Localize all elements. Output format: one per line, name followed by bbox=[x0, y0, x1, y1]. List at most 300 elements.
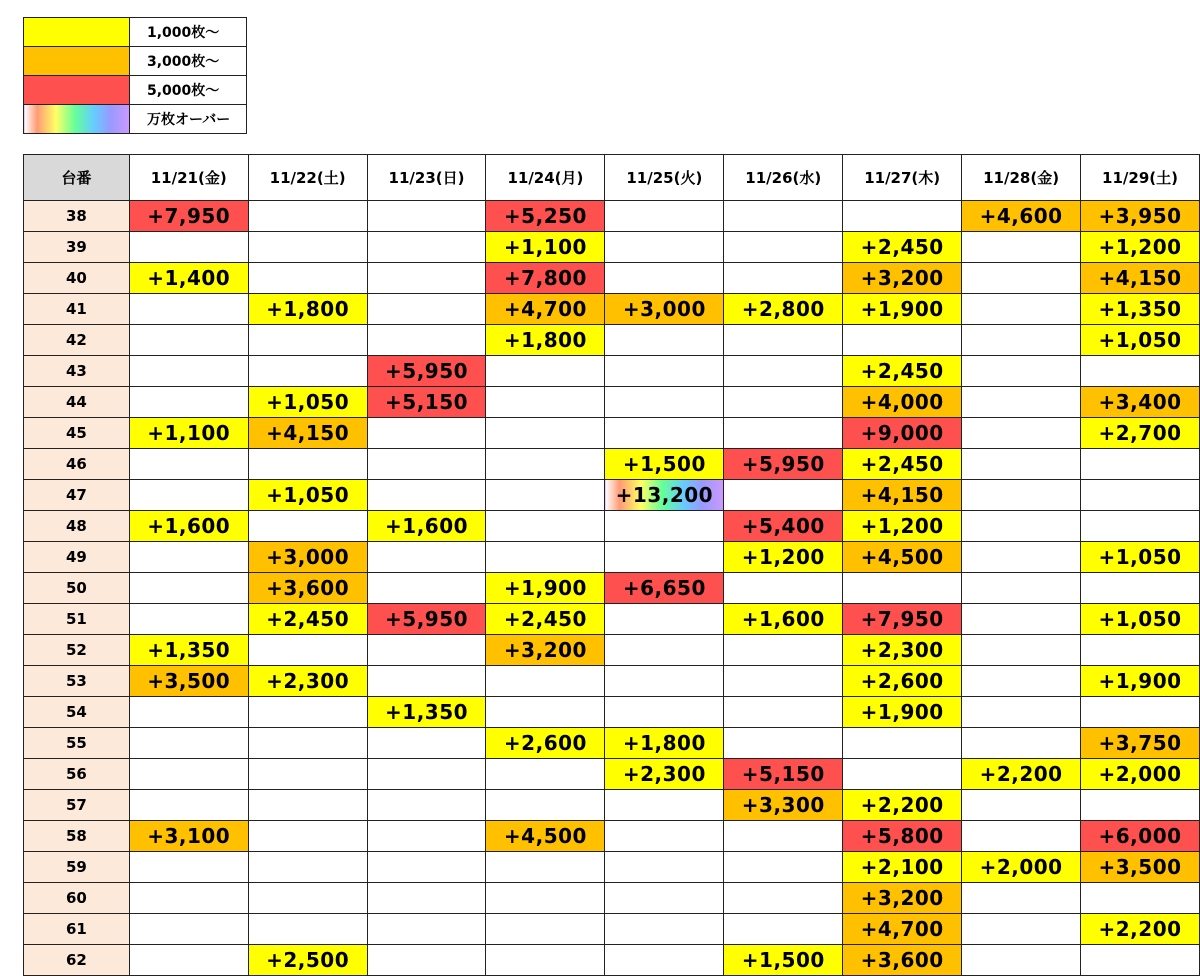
result-cell: +5,950 bbox=[367, 604, 486, 635]
table-row bbox=[24, 821, 1200, 852]
result-cell: +3,400 bbox=[1081, 387, 1200, 418]
legend-label: 5,000枚～ bbox=[130, 76, 247, 105]
table-row bbox=[24, 852, 1200, 883]
machine-number-cell: 46 bbox=[24, 449, 130, 480]
result-cell bbox=[962, 697, 1081, 728]
table-row bbox=[24, 945, 1200, 976]
result-cell bbox=[367, 449, 486, 480]
machine-number-cell: 40 bbox=[24, 263, 130, 294]
legend-swatch bbox=[24, 105, 130, 134]
table-row bbox=[24, 697, 1200, 728]
result-cell: +3,950 bbox=[1081, 201, 1200, 232]
table-row bbox=[24, 728, 1200, 759]
result-cell: +5,150 bbox=[724, 759, 843, 790]
date-header: 11/23(日) bbox=[367, 155, 486, 201]
result-cell: +5,400 bbox=[724, 511, 843, 542]
machine-results-table bbox=[23, 154, 1200, 976]
machine-number-cell: 51 bbox=[24, 604, 130, 635]
legend-row bbox=[24, 18, 247, 47]
result-cell bbox=[724, 883, 843, 914]
result-cell bbox=[605, 790, 724, 821]
result-cell bbox=[605, 542, 724, 573]
result-cell bbox=[129, 480, 248, 511]
result-cell bbox=[724, 728, 843, 759]
result-cell bbox=[486, 511, 605, 542]
result-cell bbox=[367, 573, 486, 604]
result-cell: +2,200 bbox=[962, 759, 1081, 790]
table-row bbox=[24, 790, 1200, 821]
result-cell bbox=[962, 263, 1081, 294]
result-cell bbox=[724, 263, 843, 294]
result-cell: +1,050 bbox=[248, 387, 367, 418]
result-cell: +6,650 bbox=[605, 573, 724, 604]
table-row bbox=[24, 263, 1200, 294]
result-cell bbox=[724, 480, 843, 511]
result-cell: +1,900 bbox=[843, 697, 962, 728]
result-cell bbox=[724, 201, 843, 232]
result-cell: +1,500 bbox=[724, 945, 843, 976]
table-row bbox=[24, 883, 1200, 914]
result-cell bbox=[129, 325, 248, 356]
result-cell bbox=[486, 356, 605, 387]
machine-number-cell: 43 bbox=[24, 356, 130, 387]
result-cell: +5,950 bbox=[367, 356, 486, 387]
result-cell bbox=[367, 790, 486, 821]
table-row bbox=[24, 635, 1200, 666]
result-cell bbox=[129, 232, 248, 263]
result-cell: +1,900 bbox=[843, 294, 962, 325]
result-cell bbox=[605, 821, 724, 852]
result-cell: +5,950 bbox=[724, 449, 843, 480]
legend-swatch bbox=[24, 47, 130, 76]
result-cell bbox=[486, 697, 605, 728]
result-cell bbox=[129, 573, 248, 604]
result-cell bbox=[962, 914, 1081, 945]
result-cell bbox=[962, 387, 1081, 418]
result-cell bbox=[248, 325, 367, 356]
result-cell bbox=[129, 728, 248, 759]
result-cell: +4,700 bbox=[486, 294, 605, 325]
machine-number-cell: 44 bbox=[24, 387, 130, 418]
result-cell bbox=[248, 263, 367, 294]
result-cell bbox=[486, 542, 605, 573]
result-cell bbox=[367, 263, 486, 294]
result-cell: +5,150 bbox=[367, 387, 486, 418]
result-cell: +4,600 bbox=[962, 201, 1081, 232]
result-cell bbox=[367, 914, 486, 945]
result-cell bbox=[724, 573, 843, 604]
result-cell bbox=[724, 666, 843, 697]
result-cell: +3,750 bbox=[1081, 728, 1200, 759]
result-cell: +1,200 bbox=[1081, 232, 1200, 263]
result-cell: +1,900 bbox=[486, 573, 605, 604]
result-cell bbox=[486, 759, 605, 790]
machine-number-header: 台番 bbox=[24, 155, 130, 201]
table-row bbox=[24, 542, 1200, 573]
result-cell: +3,600 bbox=[248, 573, 367, 604]
result-cell bbox=[248, 201, 367, 232]
result-cell bbox=[605, 263, 724, 294]
result-cell: +2,600 bbox=[843, 666, 962, 697]
result-cell bbox=[605, 852, 724, 883]
machine-number-cell: 39 bbox=[24, 232, 130, 263]
result-cell bbox=[724, 635, 843, 666]
result-cell: +7,800 bbox=[486, 263, 605, 294]
result-cell bbox=[129, 294, 248, 325]
result-cell: +1,050 bbox=[1081, 542, 1200, 573]
result-cell bbox=[129, 790, 248, 821]
result-cell bbox=[724, 325, 843, 356]
result-cell: +1,500 bbox=[605, 449, 724, 480]
table-row bbox=[24, 201, 1200, 232]
result-cell: +1,800 bbox=[248, 294, 367, 325]
result-cell bbox=[367, 232, 486, 263]
result-cell bbox=[367, 418, 486, 449]
result-cell bbox=[962, 449, 1081, 480]
result-cell bbox=[605, 945, 724, 976]
table-row bbox=[24, 449, 1200, 480]
result-cell bbox=[605, 914, 724, 945]
result-cell bbox=[1081, 449, 1200, 480]
result-cell bbox=[248, 759, 367, 790]
result-cell bbox=[962, 325, 1081, 356]
result-cell: +1,100 bbox=[129, 418, 248, 449]
result-cell bbox=[1081, 635, 1200, 666]
result-cell: +3,500 bbox=[129, 666, 248, 697]
machine-number-cell: 50 bbox=[24, 573, 130, 604]
result-cell bbox=[843, 325, 962, 356]
table-row bbox=[24, 759, 1200, 790]
date-header: 11/25(火) bbox=[605, 155, 724, 201]
result-cell: +2,300 bbox=[843, 635, 962, 666]
result-cell bbox=[486, 480, 605, 511]
table-row bbox=[24, 418, 1200, 449]
machine-number-cell: 47 bbox=[24, 480, 130, 511]
result-cell bbox=[367, 883, 486, 914]
result-cell: +4,150 bbox=[1081, 263, 1200, 294]
result-cell: +4,500 bbox=[486, 821, 605, 852]
result-cell bbox=[605, 697, 724, 728]
date-header: 11/27(木) bbox=[843, 155, 962, 201]
table-row bbox=[24, 604, 1200, 635]
result-cell: +3,200 bbox=[486, 635, 605, 666]
result-cell: +2,450 bbox=[843, 232, 962, 263]
legend-swatch bbox=[24, 76, 130, 105]
result-cell bbox=[1081, 945, 1200, 976]
result-cell bbox=[129, 542, 248, 573]
result-cell bbox=[129, 697, 248, 728]
result-cell: +1,400 bbox=[129, 263, 248, 294]
result-cell bbox=[1081, 790, 1200, 821]
result-cell: +2,300 bbox=[605, 759, 724, 790]
result-cell bbox=[129, 852, 248, 883]
result-cell bbox=[367, 728, 486, 759]
result-cell bbox=[724, 387, 843, 418]
result-cell bbox=[129, 883, 248, 914]
result-cell: +2,500 bbox=[248, 945, 367, 976]
machine-number-cell: 49 bbox=[24, 542, 130, 573]
result-cell: +5,250 bbox=[486, 201, 605, 232]
result-cell: +4,500 bbox=[843, 542, 962, 573]
result-cell: +2,450 bbox=[843, 449, 962, 480]
result-cell bbox=[486, 914, 605, 945]
result-cell bbox=[129, 387, 248, 418]
result-cell bbox=[724, 356, 843, 387]
machine-number-cell: 55 bbox=[24, 728, 130, 759]
result-cell bbox=[486, 945, 605, 976]
result-cell bbox=[724, 821, 843, 852]
result-cell: +7,950 bbox=[129, 201, 248, 232]
machine-number-cell: 58 bbox=[24, 821, 130, 852]
result-cell bbox=[486, 449, 605, 480]
result-cell bbox=[248, 449, 367, 480]
result-cell: +3,500 bbox=[1081, 852, 1200, 883]
result-cell bbox=[962, 542, 1081, 573]
result-cell: +4,150 bbox=[843, 480, 962, 511]
date-header: 11/21(金) bbox=[129, 155, 248, 201]
date-header: 11/22(土) bbox=[248, 155, 367, 201]
result-cell bbox=[367, 201, 486, 232]
result-cell bbox=[1081, 480, 1200, 511]
result-cell bbox=[248, 511, 367, 542]
result-cell: +1,050 bbox=[248, 480, 367, 511]
result-cell bbox=[843, 759, 962, 790]
legend-label: 1,000枚～ bbox=[130, 18, 247, 47]
result-cell: +3,000 bbox=[248, 542, 367, 573]
result-cell bbox=[962, 635, 1081, 666]
result-cell bbox=[248, 914, 367, 945]
result-cell bbox=[724, 914, 843, 945]
result-cell bbox=[605, 418, 724, 449]
result-cell bbox=[605, 635, 724, 666]
result-cell bbox=[724, 418, 843, 449]
result-cell bbox=[1081, 511, 1200, 542]
result-cell bbox=[605, 201, 724, 232]
result-cell bbox=[962, 480, 1081, 511]
result-cell: +9,000 bbox=[843, 418, 962, 449]
result-cell bbox=[367, 759, 486, 790]
result-cell: +2,450 bbox=[843, 356, 962, 387]
legend-row bbox=[24, 105, 247, 134]
result-cell bbox=[962, 945, 1081, 976]
result-cell bbox=[1081, 697, 1200, 728]
result-cell bbox=[962, 666, 1081, 697]
result-cell bbox=[605, 511, 724, 542]
result-cell: +2,100 bbox=[843, 852, 962, 883]
result-cell: +1,350 bbox=[129, 635, 248, 666]
result-cell bbox=[843, 728, 962, 759]
result-cell bbox=[962, 294, 1081, 325]
table-row bbox=[24, 387, 1200, 418]
table-row bbox=[24, 914, 1200, 945]
result-cell bbox=[129, 356, 248, 387]
result-cell: +4,000 bbox=[843, 387, 962, 418]
machine-number-cell: 54 bbox=[24, 697, 130, 728]
result-cell bbox=[486, 418, 605, 449]
table-row bbox=[24, 573, 1200, 604]
date-header: 11/29(土) bbox=[1081, 155, 1200, 201]
result-cell: +1,600 bbox=[724, 604, 843, 635]
result-cell: +2,450 bbox=[248, 604, 367, 635]
machine-number-cell: 41 bbox=[24, 294, 130, 325]
result-cell: +1,050 bbox=[1081, 325, 1200, 356]
result-cell bbox=[724, 232, 843, 263]
date-header: 11/26(水) bbox=[724, 155, 843, 201]
result-cell: +1,350 bbox=[367, 697, 486, 728]
machine-number-cell: 57 bbox=[24, 790, 130, 821]
result-cell bbox=[248, 883, 367, 914]
color-legend bbox=[23, 17, 247, 134]
result-cell: +5,800 bbox=[843, 821, 962, 852]
result-cell: +2,300 bbox=[248, 666, 367, 697]
header-row bbox=[24, 155, 1200, 201]
result-cell bbox=[486, 852, 605, 883]
result-cell: +1,100 bbox=[486, 232, 605, 263]
result-cell bbox=[367, 821, 486, 852]
machine-number-cell: 60 bbox=[24, 883, 130, 914]
result-cell bbox=[962, 356, 1081, 387]
table-row bbox=[24, 325, 1200, 356]
table-row bbox=[24, 294, 1200, 325]
result-cell: +1,600 bbox=[367, 511, 486, 542]
result-cell bbox=[129, 604, 248, 635]
result-cell: +6,000 bbox=[1081, 821, 1200, 852]
result-cell bbox=[962, 418, 1081, 449]
result-cell bbox=[1081, 356, 1200, 387]
result-cell bbox=[248, 232, 367, 263]
result-cell bbox=[605, 604, 724, 635]
result-cell bbox=[962, 573, 1081, 604]
result-cell: +2,700 bbox=[1081, 418, 1200, 449]
result-cell bbox=[724, 697, 843, 728]
result-cell: +2,600 bbox=[486, 728, 605, 759]
result-cell: +4,700 bbox=[843, 914, 962, 945]
result-cell bbox=[962, 511, 1081, 542]
result-cell bbox=[367, 635, 486, 666]
result-cell: +2,450 bbox=[486, 604, 605, 635]
legend-label: 3,000枚～ bbox=[130, 47, 247, 76]
result-cell: +1,050 bbox=[1081, 604, 1200, 635]
machine-number-cell: 59 bbox=[24, 852, 130, 883]
result-cell bbox=[605, 387, 724, 418]
result-cell bbox=[962, 790, 1081, 821]
result-cell: +3,000 bbox=[605, 294, 724, 325]
table-row bbox=[24, 480, 1200, 511]
table-row bbox=[24, 511, 1200, 542]
result-cell bbox=[1081, 883, 1200, 914]
result-cell bbox=[129, 914, 248, 945]
machine-number-cell: 53 bbox=[24, 666, 130, 697]
result-cell bbox=[486, 790, 605, 821]
table-row bbox=[24, 232, 1200, 263]
result-cell bbox=[248, 852, 367, 883]
result-cell: +1,600 bbox=[129, 511, 248, 542]
result-cell bbox=[248, 790, 367, 821]
result-cell: +2,200 bbox=[1081, 914, 1200, 945]
result-cell: +2,200 bbox=[843, 790, 962, 821]
result-cell: +1,800 bbox=[486, 325, 605, 356]
legend-row bbox=[24, 47, 247, 76]
machine-number-cell: 48 bbox=[24, 511, 130, 542]
result-cell bbox=[248, 635, 367, 666]
result-cell bbox=[962, 821, 1081, 852]
result-cell bbox=[367, 325, 486, 356]
result-cell bbox=[129, 449, 248, 480]
result-cell: +7,950 bbox=[843, 604, 962, 635]
result-cell: +4,150 bbox=[248, 418, 367, 449]
result-cell bbox=[605, 325, 724, 356]
result-cell bbox=[367, 666, 486, 697]
result-cell: +3,100 bbox=[129, 821, 248, 852]
result-cell bbox=[962, 604, 1081, 635]
machine-number-cell: 62 bbox=[24, 945, 130, 976]
result-cell bbox=[962, 232, 1081, 263]
result-cell: +2,800 bbox=[724, 294, 843, 325]
result-cell bbox=[1081, 573, 1200, 604]
result-cell bbox=[248, 728, 367, 759]
result-cell bbox=[486, 666, 605, 697]
result-cell bbox=[605, 666, 724, 697]
machine-number-cell: 56 bbox=[24, 759, 130, 790]
machine-number-cell: 45 bbox=[24, 418, 130, 449]
result-cell bbox=[367, 542, 486, 573]
result-cell: +3,300 bbox=[724, 790, 843, 821]
result-cell: +1,800 bbox=[605, 728, 724, 759]
result-cell bbox=[962, 883, 1081, 914]
result-cell bbox=[486, 883, 605, 914]
date-header: 11/24(月) bbox=[486, 155, 605, 201]
result-cell: +3,600 bbox=[843, 945, 962, 976]
result-cell: +2,000 bbox=[962, 852, 1081, 883]
date-header: 11/28(金) bbox=[962, 155, 1081, 201]
result-cell: +1,900 bbox=[1081, 666, 1200, 697]
result-cell bbox=[367, 294, 486, 325]
result-cell: +3,200 bbox=[843, 263, 962, 294]
legend-row bbox=[24, 76, 247, 105]
result-cell bbox=[248, 821, 367, 852]
table-row bbox=[24, 356, 1200, 387]
result-cell bbox=[367, 945, 486, 976]
result-cell bbox=[605, 232, 724, 263]
result-cell bbox=[724, 852, 843, 883]
table-row bbox=[24, 666, 1200, 697]
result-cell bbox=[367, 852, 486, 883]
result-cell: +3,200 bbox=[843, 883, 962, 914]
result-cell bbox=[605, 883, 724, 914]
result-cell: +1,200 bbox=[724, 542, 843, 573]
result-cell bbox=[486, 387, 605, 418]
result-cell: +13,200 bbox=[605, 480, 724, 511]
result-cell bbox=[129, 945, 248, 976]
result-cell: +1,350 bbox=[1081, 294, 1200, 325]
machine-number-cell: 42 bbox=[24, 325, 130, 356]
result-cell bbox=[843, 201, 962, 232]
result-cell: +2,000 bbox=[1081, 759, 1200, 790]
machine-number-cell: 61 bbox=[24, 914, 130, 945]
legend-swatch bbox=[24, 18, 130, 47]
machine-number-cell: 52 bbox=[24, 635, 130, 666]
result-cell bbox=[843, 573, 962, 604]
machine-number-cell: 38 bbox=[24, 201, 130, 232]
result-cell bbox=[129, 759, 248, 790]
result-cell bbox=[367, 480, 486, 511]
legend-label: 万枚オーバー bbox=[130, 105, 247, 134]
result-cell bbox=[605, 356, 724, 387]
result-cell bbox=[962, 728, 1081, 759]
result-cell bbox=[248, 356, 367, 387]
result-cell bbox=[248, 697, 367, 728]
result-cell: +1,200 bbox=[843, 511, 962, 542]
